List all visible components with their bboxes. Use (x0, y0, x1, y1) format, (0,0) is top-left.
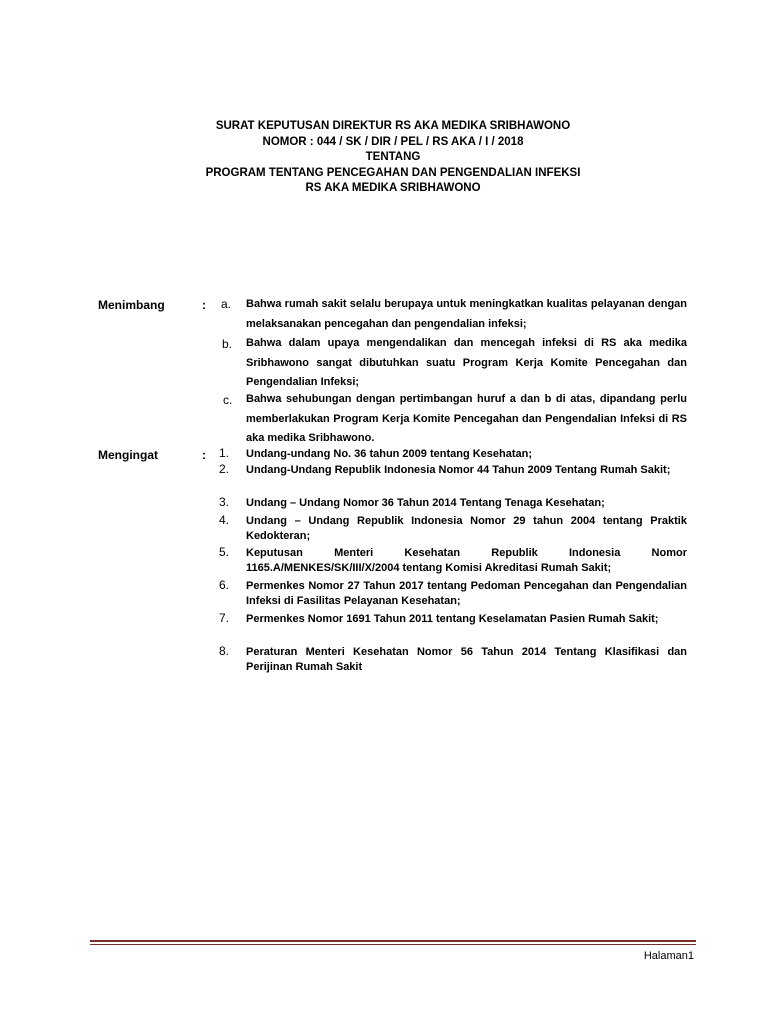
mengingat-item-1: Undang-undang No. 36 tahun 2009 tentang Kesehatan; (246, 448, 533, 460)
menimbang-marker-c: c. (223, 393, 233, 407)
mengingat-item-3: Undang – Undang Nomor 36 Tahun 2014 Tentang Tenaga Kesehatan; (246, 497, 605, 509)
mengingat-marker-3: 3. (219, 495, 230, 509)
mengingat-item-7: Permenkes Nomor 1691 Tahun 2011 tentang Keselamatan Pasien Rumah Sakit; (246, 613, 659, 625)
mengingat-label: Mengingat (98, 448, 158, 462)
menimbang-item-a: Bahwa rumah sakit selalu berupaya untuk meningkatkan kualitas pelayanan dengan melaksanakan pencegahan dan pengendalian infeksi; (246, 298, 687, 330)
menimbang-item-b: Bahwa dalam upaya mengendalikan dan mencegah infeksi di RS aka medika Sribhawono sangat dibutuhkan suatu Program Kerja Komite Pencegahan dan Pengendalian Infeksi; (246, 337, 687, 388)
mengingat-colon: : (202, 448, 206, 462)
mengingat-marker-1: 1. (219, 446, 230, 460)
title-line-1: SURAT KEPUTUSAN DIREKTUR RS AKA MEDIKA SRIBHAWONO (215, 120, 571, 132)
mengingat-marker-4: 4. (219, 513, 230, 527)
mengingat-marker-5: 5. (219, 545, 230, 559)
menimbang-label: Menimbang (98, 298, 165, 312)
mengingat-item-4: Undang – Undang Republik Indonesia Nomor 29 tahun 2004 tentang Praktik Kedokteran; (246, 515, 687, 542)
mengingat-marker-7: 7. (219, 611, 230, 625)
footer-divider-thin (90, 944, 696, 945)
title-line-program: PROGRAM TENTANG PENCEGAHAN DAN PENGENDALIAN INFEKSI (205, 166, 581, 179)
mengingat-marker-6: 6. (219, 578, 230, 592)
title-line-tentang: TENTANG (365, 151, 421, 163)
mengingat-item-2: Undang-Undang Republik Indonesia Nomor 44 Tahun 2009 Tentang Rumah Sakit; (246, 464, 671, 476)
mengingat-marker-2: 2. (219, 462, 230, 476)
menimbang-item-c: Bahwa sehubungan dengan pertimbangan huruf a dan b di atas, dipandang perlu memberlakukan Program Kerja Komite Pencegahan dan Pengendalian Infeksi di RS aka medika Sribhawono. (246, 393, 687, 444)
menimbang-marker-b: b. (222, 337, 233, 351)
menimbang-colon: : (202, 298, 206, 312)
document-title (90, 119, 696, 197)
mengingat-marker-8: 8. (219, 644, 230, 658)
mengingat-item-8: Peraturan Menteri Kesehatan Nomor 56 Tahun 2014 Tentang Klasifikasi dan Perijinan Rumah Sakit (246, 646, 687, 673)
menimbang-marker-a: a. (221, 297, 232, 311)
mengingat-item-5: Keputusan Menteri Kesehatan Republik Indonesia Nomor 1165.A/MENKES/SK/III/X/2004 tentang Komisi Akreditasi Rumah Sakit; (246, 547, 687, 574)
title-line-number: NOMOR : 044 / SK / DIR / PEL / RS AKA / I / 2018 (262, 135, 524, 148)
mengingat-item-6: Permenkes Nomor 27 Tahun 2017 tentang Pedoman Pencegahan dan Pengendalian Infeksi di Fasilitas Pelayanan Kesehatan; (246, 580, 687, 607)
page-number: Halaman1 (643, 950, 694, 962)
title-line-hospital: RS AKA MEDIKA SRIBHAWONO (305, 182, 481, 194)
footer-divider-thick (90, 940, 696, 942)
